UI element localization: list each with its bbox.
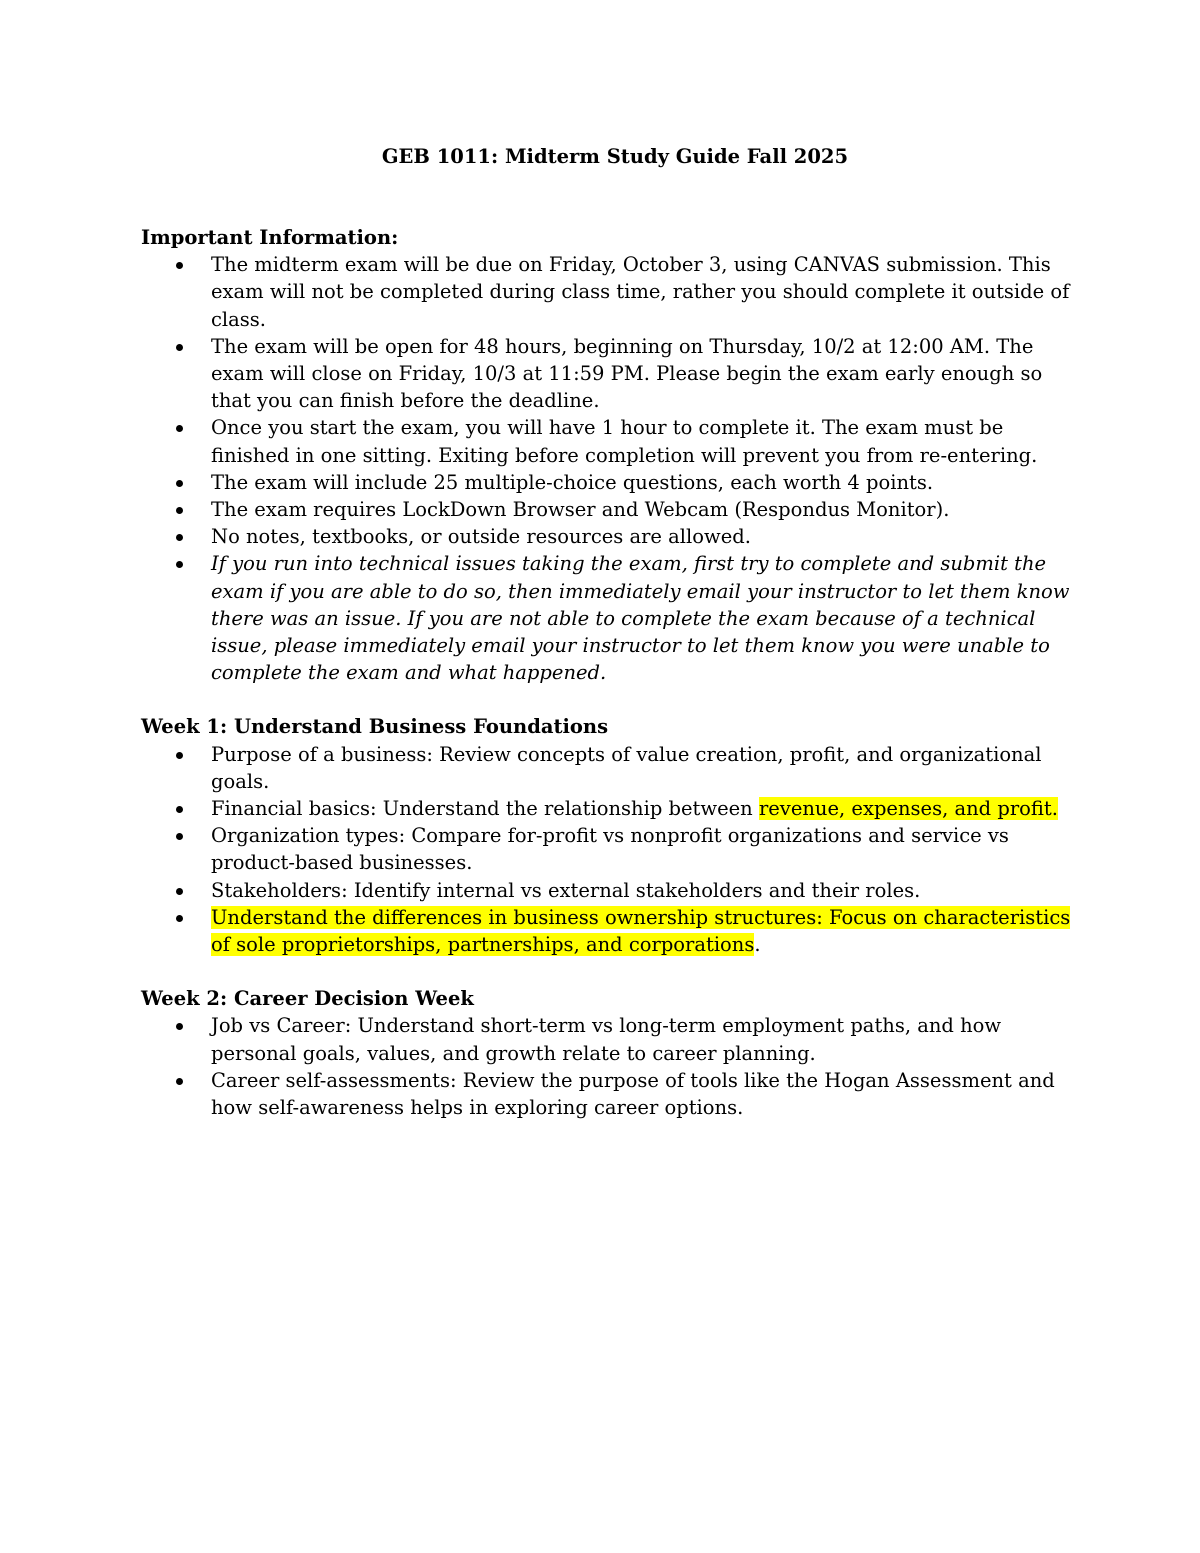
important-information-heading: Important Information: xyxy=(141,226,399,249)
highlighted-text: Understand the differences in business ownership structures: Focus on characteristics of sole proprietorships, partnerships, and corporations xyxy=(211,905,1071,957)
bullet-icon xyxy=(176,1078,183,1085)
list-item xyxy=(141,877,1071,904)
list-item xyxy=(141,333,1071,415)
week1-heading: Week 1: Understand Business Foundations xyxy=(141,715,609,739)
list-item xyxy=(141,496,1071,523)
bullet-icon xyxy=(176,752,183,759)
list-item xyxy=(141,550,1071,686)
list-item-text: . xyxy=(754,933,761,957)
list-item xyxy=(141,822,1071,876)
bullet-icon xyxy=(176,534,183,541)
bullet-icon xyxy=(176,480,183,487)
list-item-text: Job vs Career: Understand short-term vs long-term employment paths, and how personal goals, values, and growth relate to career planning. xyxy=(211,1014,1002,1065)
list-item xyxy=(141,741,1071,795)
important-information-list xyxy=(141,251,1071,686)
list-item xyxy=(141,904,1071,958)
week2-heading: Week 2: Career Decision Week xyxy=(141,987,474,1011)
list-item xyxy=(141,251,1071,333)
list-item-text: Stakeholders: Identify internal vs external stakeholders and their roles. xyxy=(211,878,921,902)
list-item-text: Organization types: Compare for-profit vs nonprofit organizations and service vs product-based businesses. xyxy=(211,824,1009,875)
bullet-icon xyxy=(176,915,183,922)
list-item-text: The midterm exam will be due on Friday, October 3, using CANVAS submission. This exam will not be completed during class time, rather you should complete it outside of class. xyxy=(211,253,1070,331)
bullet-icon xyxy=(176,833,183,840)
highlighted-text: revenue, expenses, and profit. xyxy=(758,797,1058,821)
bullet-icon xyxy=(176,561,183,568)
list-item xyxy=(141,523,1071,550)
list-item xyxy=(141,1067,1071,1121)
list-item-text: The exam will include 25 multiple-choice questions, each worth 4 points. xyxy=(211,470,934,494)
bullet-icon xyxy=(176,806,183,813)
list-item xyxy=(141,414,1071,468)
bullet-icon xyxy=(176,1023,183,1030)
list-item-text: The exam requires LockDown Browser and Webcam (Respondus Monitor). xyxy=(211,498,950,522)
bullet-icon xyxy=(176,888,183,895)
bullet-icon xyxy=(176,262,183,269)
document-content xyxy=(141,143,1071,1121)
list-item-text: Purpose of a business: Review concepts of value creation, profit, and organizational goals. xyxy=(211,742,1042,793)
bullet-icon xyxy=(176,507,183,514)
list-item-text: Financial basics: Understand the relationship between xyxy=(211,797,759,821)
technical-issues-note: If you run into technical issues taking the exam, first try to complete and submit the exam if you are able to do so, then immediately email your instructor to let them know there was an issue. If you are not able to complete the exam because of a technical issue, please immediately email your instructor to let them know you were unable to complete the exam and what happened. xyxy=(211,552,1070,685)
list-item-text: The exam will be open for 48 hours, beginning on Thursday, 10/2 at 12:00 AM. The exam will close on Friday, 10/3 at 11:59 PM. Please begin the exam early enough so that you can finish before the deadline. xyxy=(211,334,1043,413)
document-title: GEB 1011: Midterm Study Guide Fall 2025 xyxy=(381,145,849,168)
list-item-text: No notes, textbooks, or outside resources are allowed. xyxy=(211,525,751,549)
list-item xyxy=(141,795,1071,822)
list-item xyxy=(141,1012,1071,1066)
week2-list xyxy=(141,1012,1071,1121)
bullet-icon xyxy=(176,425,183,432)
week1-list xyxy=(141,741,1071,959)
list-item-text: Once you start the exam, you will have 1 hour to complete it. The exam must be finished in one sitting. Exiting before completion will prevent you from re-entering. xyxy=(211,416,1038,467)
list-item-text: Career self-assessments: Review the purpose of tools like the Hogan Assessment and how self-awareness helps in exploring career options. xyxy=(211,1068,1055,1120)
list-item xyxy=(141,469,1071,496)
bullet-icon xyxy=(176,344,183,351)
